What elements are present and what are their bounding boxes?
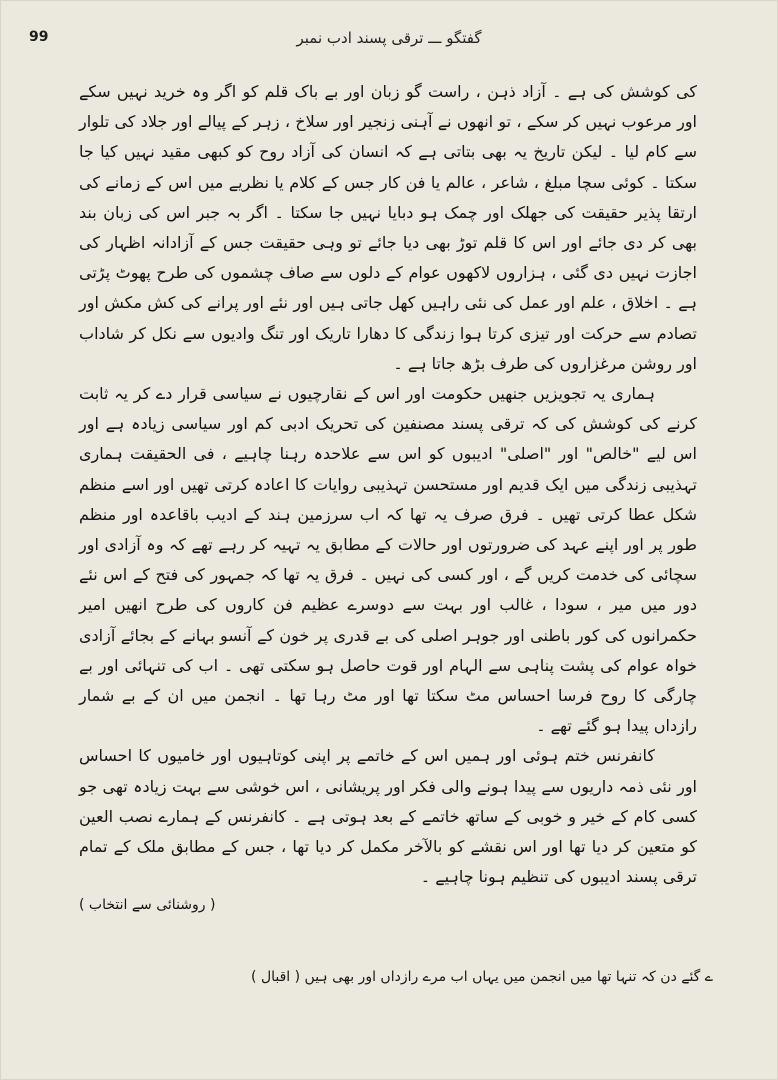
page-number: 99 [29,29,49,45]
running-head: گفتگو ـــ ترقی پسند ادب نمبر [296,29,482,47]
paragraph-2: ہماری یہ تجویزیں جنھیں حکومت اور اس کے نقارچیوں نے سیاسی قرار دے کر یہ ثابت کرنے کی کوشش کی کہ ترقی پسند مصنفین کی تحریک ادبی کم اور سیاسی زیادہ ہے اور اس لیے "خالص" اور "اصلی" ادیبوں کو اس سے علاحدہ رہنا چاہیے ، فی الحقیقت ہماری تہذیبی زندگی میں ایک قدیم اور مستحسن تہذیبی روایات کا اعادہ کرتی تھیں اور اسے منظم شکل عطا کرتی تھیں ۔ فرق صرف یہ تھا کہ اب سرزمین ہند کے ادیب باقاعدہ اور منظم طور پر اور اپنے عہد کی ضرورتوں اور حالات کے مطابق یہ تہیہ کر رہے تھے کہ وہ آزادی اور سچائی کی خدمت کریں گے ، اور کسی کی نہیں ۔ فرق یہ تھا کہ جمہور کی فتح کے اس نئے دور میں میر ، سودا ، غالب اور بہت سے دوسرے عظیم فن کاروں کی طرح انھیں امیر حکمرانوں کی کور باطنی اور جوہر اصلی کی بے قدری پر خون کے آنسو بہانے کے بجائے آزادی خواہ عوام کی پشت پناہی سے الہام اور قوت حاصل ہو سکتی تھی ۔ اب کی تنہائی اور بے چارگی کا روح فرسا احساس مٹ سکتا تھا اور مٹ رہا تھا ۔ انجمن میں ان کے بے شمار رازداں پیدا ہو گئے تھے ۔ [79,384,697,736]
paragraph-1: کی کوشش کی ہے ۔ آزاد ذہن ، راست گو زبان اور بے باک قلم کو اگر وہ خرید نہیں سکے اور مرعوب نہیں کر سکے ، تو انھوں نے آہنی زنجیر اور سلاخ ، زہر کے پیالے اور جلاد کی تلوار سے کام لیا ۔ لیکن تاریخ یہ بھی بتاتی ہے کہ انسان کی آزاد روح کو کبھی مقید نہیں کیا جا سکتا ۔ کوئی سچا مبلغ ، شاعر ، عالم یا فن کار جس کے کلام یا نظریے میں اس کے زمانے کی ارتقا پذیر حقیقت کی جھلک اور چمک ہو دبایا نہیں جا سکتا ۔ اگر بہ جبر اس کی زبان بند بھی کر دی جائے اور اس کا قلم توڑ بھی دیا جائے تو وہی حقیقت جس کے آزادانہ اظہار کی اجازت نہیں دی گئی ، ہزاروں لاکھوں عوام کے دلوں سے صاف چشموں کی طرح پھوٹ پڑتی ہے ۔ اخلاق ، علم اور عمل کی نئی راہیں کھل جاتی ہیں اور نئے اور پرانے کی کش مکش اور تصادم سے حرکت اور تیزی کرتا ہوا زندگی کا دھارا تاریک اور تنگ وادیوں سے نکل کر شاداب اور روشن مرغزاروں کی طرف بڑھ جاتا ہے ۔ [79,82,697,373]
paragraph-3: کانفرنس ختم ہوئی اور ہمیں اس کے خاتمے پر اپنی کوتاہیوں اور خامیوں کا احساس اور نئی ذمہ داریوں سے پیدا ہونے والی فکر اور پریشانی ، اس خوشی سے بہت زیادہ تھی جو کسی کام کے خیر و خوبی کے ساتھ خاتمے کے بعد ہوتی ہے ۔ کانفرنس کے ہمارے نصب العین کو متعین کر دیا تھا اور اس نقشے کو بالآخر مکمل کر دیا تھا ، جس کے مطابق ملک کے تمام ترقی پسند ادیبوں کی تنظیم ہونا چاہیے ۔ [79,746,697,887]
body-text [79,77,697,921]
source-note: ( روشنائی سے انتخاب ) [79,897,216,914]
footnote: ے گئے دن کہ تنہا تھا میں انجمن میں یہاں اب مرے رازداں اور بھی ہیں ( اقبال ) [251,969,713,985]
